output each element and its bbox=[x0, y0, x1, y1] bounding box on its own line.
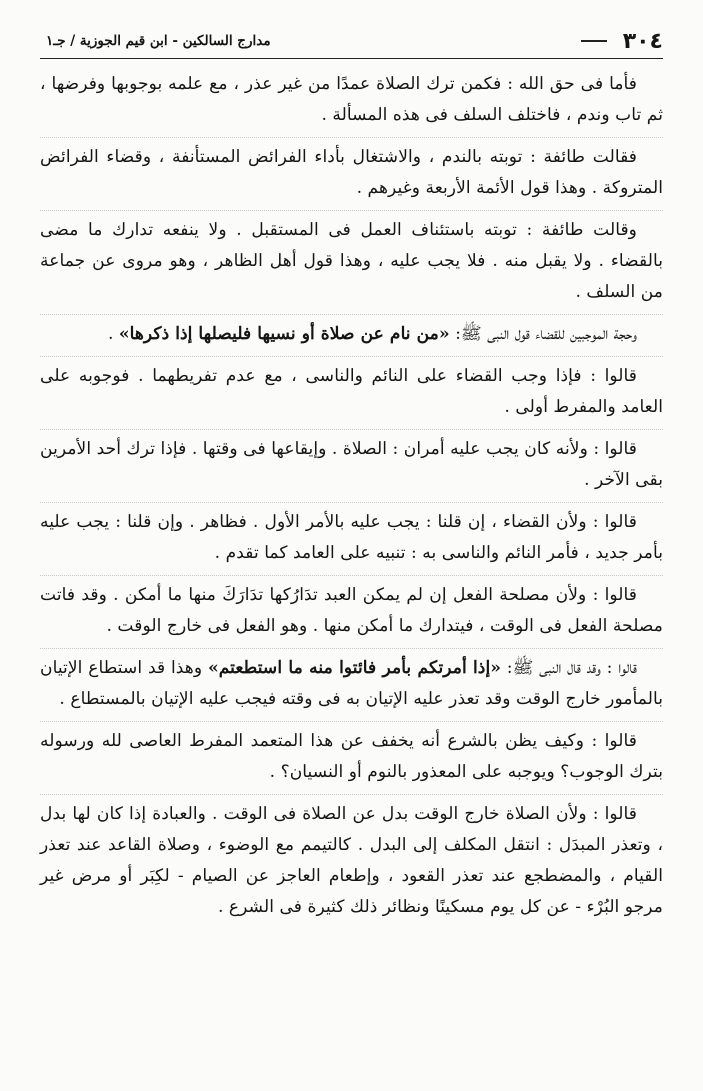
paragraph bbox=[40, 799, 663, 926]
paragraph-tail: وهذا قد استطاع الإتيان بالمأمور خارج الوقت وقد تعذر عليه الإتيان به فى وقته فيجب عليه الإتيان بالمستطاع . bbox=[40, 658, 663, 709]
divider bbox=[40, 356, 663, 357]
paragraph bbox=[40, 142, 663, 207]
divider bbox=[40, 502, 663, 503]
paragraph bbox=[40, 653, 663, 718]
divider bbox=[40, 575, 663, 576]
paragraph-text: قالوا : وقد قال النبى ﷺ: bbox=[500, 658, 637, 678]
page-header bbox=[40, 30, 663, 52]
divider bbox=[40, 794, 663, 795]
paragraph-text: قالوا : ولأنه كان يجب عليه أمران : الصلاة . وإيقاعها فى وقتها . فإذا ترك أحد الأمرين بقى الآخر . bbox=[40, 439, 663, 490]
divider bbox=[40, 210, 663, 211]
paragraph-text: قالوا : ولأن القضاء ، إن قلنا : يجب عليه بالأمر الأول . فظاهر . وإن قلنا : يجب عليه بأمر جديد ، فأمر النائم والناسى به : تنبيه على العامد كما تقدم . bbox=[40, 512, 663, 563]
paragraph bbox=[40, 580, 663, 645]
paragraph bbox=[40, 69, 663, 134]
divider bbox=[40, 648, 663, 649]
paragraph-text: قالوا : وكيف يظن بالشرع أنه يخفف عن هذا المتعمد المفرط العاصى لله ورسوله بترك الوجوب؟ ويوجبه على المعذور بالنوم أو النسيان؟ . bbox=[40, 731, 663, 782]
paragraph bbox=[40, 215, 663, 311]
paragraph-text: قالوا : ولأن الصلاة خارج الوقت بدل عن الصلاة فى الوقت . والعبادة إذا كان لها بدل ، وتعذر المبدَل : انتقل المكلف إلى البدل . كالتيمم مع الوضوء ، وصلاة القاعد عند تعذر القيام ، والمضطجع عند تعذر القعود ، وإطعام العاجز عن الصيام - لكِبَر أو مرض غير مرجو البُرْء - عن كل يوم مسكينًا ونظائر ذلك كثيرة فى الشرع . bbox=[40, 804, 663, 917]
paragraph bbox=[40, 361, 663, 426]
paragraph-text: وقالت طائفة : توبته باستئناف العمل فى المستقبل . ولا ينفعه تدارك ما مضى بالقضاء . ولا يقبل منه . فلا يجب عليه ، وهذا قول أهل الظاهر ، وهو مروى عن جماعة من السلف . bbox=[40, 220, 663, 302]
divider bbox=[40, 137, 663, 138]
hadith-quote: «من نام عن صلاة أو نسيها فليصلها إذا ذكرها» bbox=[118, 324, 450, 344]
page-body bbox=[40, 69, 663, 926]
running-title: مدارج السالكين - ابن قيم الجوزية / جـ١ bbox=[46, 33, 271, 49]
divider bbox=[40, 721, 663, 722]
paragraph bbox=[40, 507, 663, 572]
divider bbox=[40, 314, 663, 315]
paragraph-text: فقالت طائفة : توبته بالندم ، والاشتغال بأداء الفرائض المستأنفة ، وقضاء الفرائض المتروكة . وهذا قول الأئمة الأربعة وغيرهم . bbox=[40, 147, 663, 198]
header-rule bbox=[40, 58, 663, 59]
paragraph-tail: . bbox=[107, 324, 119, 344]
paragraph bbox=[40, 319, 663, 353]
paragraph-text: فأما فى حق الله : فكمن ترك الصلاة عمدًا من غير عذر ، مع علمه بوجوبها وفرضها ، ثم تاب وندم ، فاختلف السلف فى هذه المسألة . bbox=[40, 74, 663, 125]
paragraph bbox=[40, 726, 663, 791]
header-dash bbox=[581, 40, 607, 42]
hadith-quote: «إذا أمرتكم بأمر فائتوا منه ما استطعتم» bbox=[207, 658, 501, 678]
paragraph bbox=[40, 434, 663, 499]
paragraph-text: قالوا : فإذا وجب القضاء على النائم والناسى ، مع عدم تفريطهما . فوجوبه على العامد والمفرط أولى . bbox=[40, 366, 663, 417]
divider bbox=[40, 429, 663, 430]
paragraph-text: وحجة الموجبين للقضاء قول النبى ﷺ: bbox=[449, 324, 637, 344]
paragraph-text: قالوا : ولأن مصلحة الفعل إن لم يمكن العبد تدَارُكها تدَارَكَ منها ما أمكن . وقد فاتت مصلحة الفعل فى الوقت ، فيتدارك ما أمكن منها . وهو الفعل فى خارج الوقت . bbox=[40, 585, 663, 636]
page-number: ٣٠٤ bbox=[622, 28, 663, 54]
